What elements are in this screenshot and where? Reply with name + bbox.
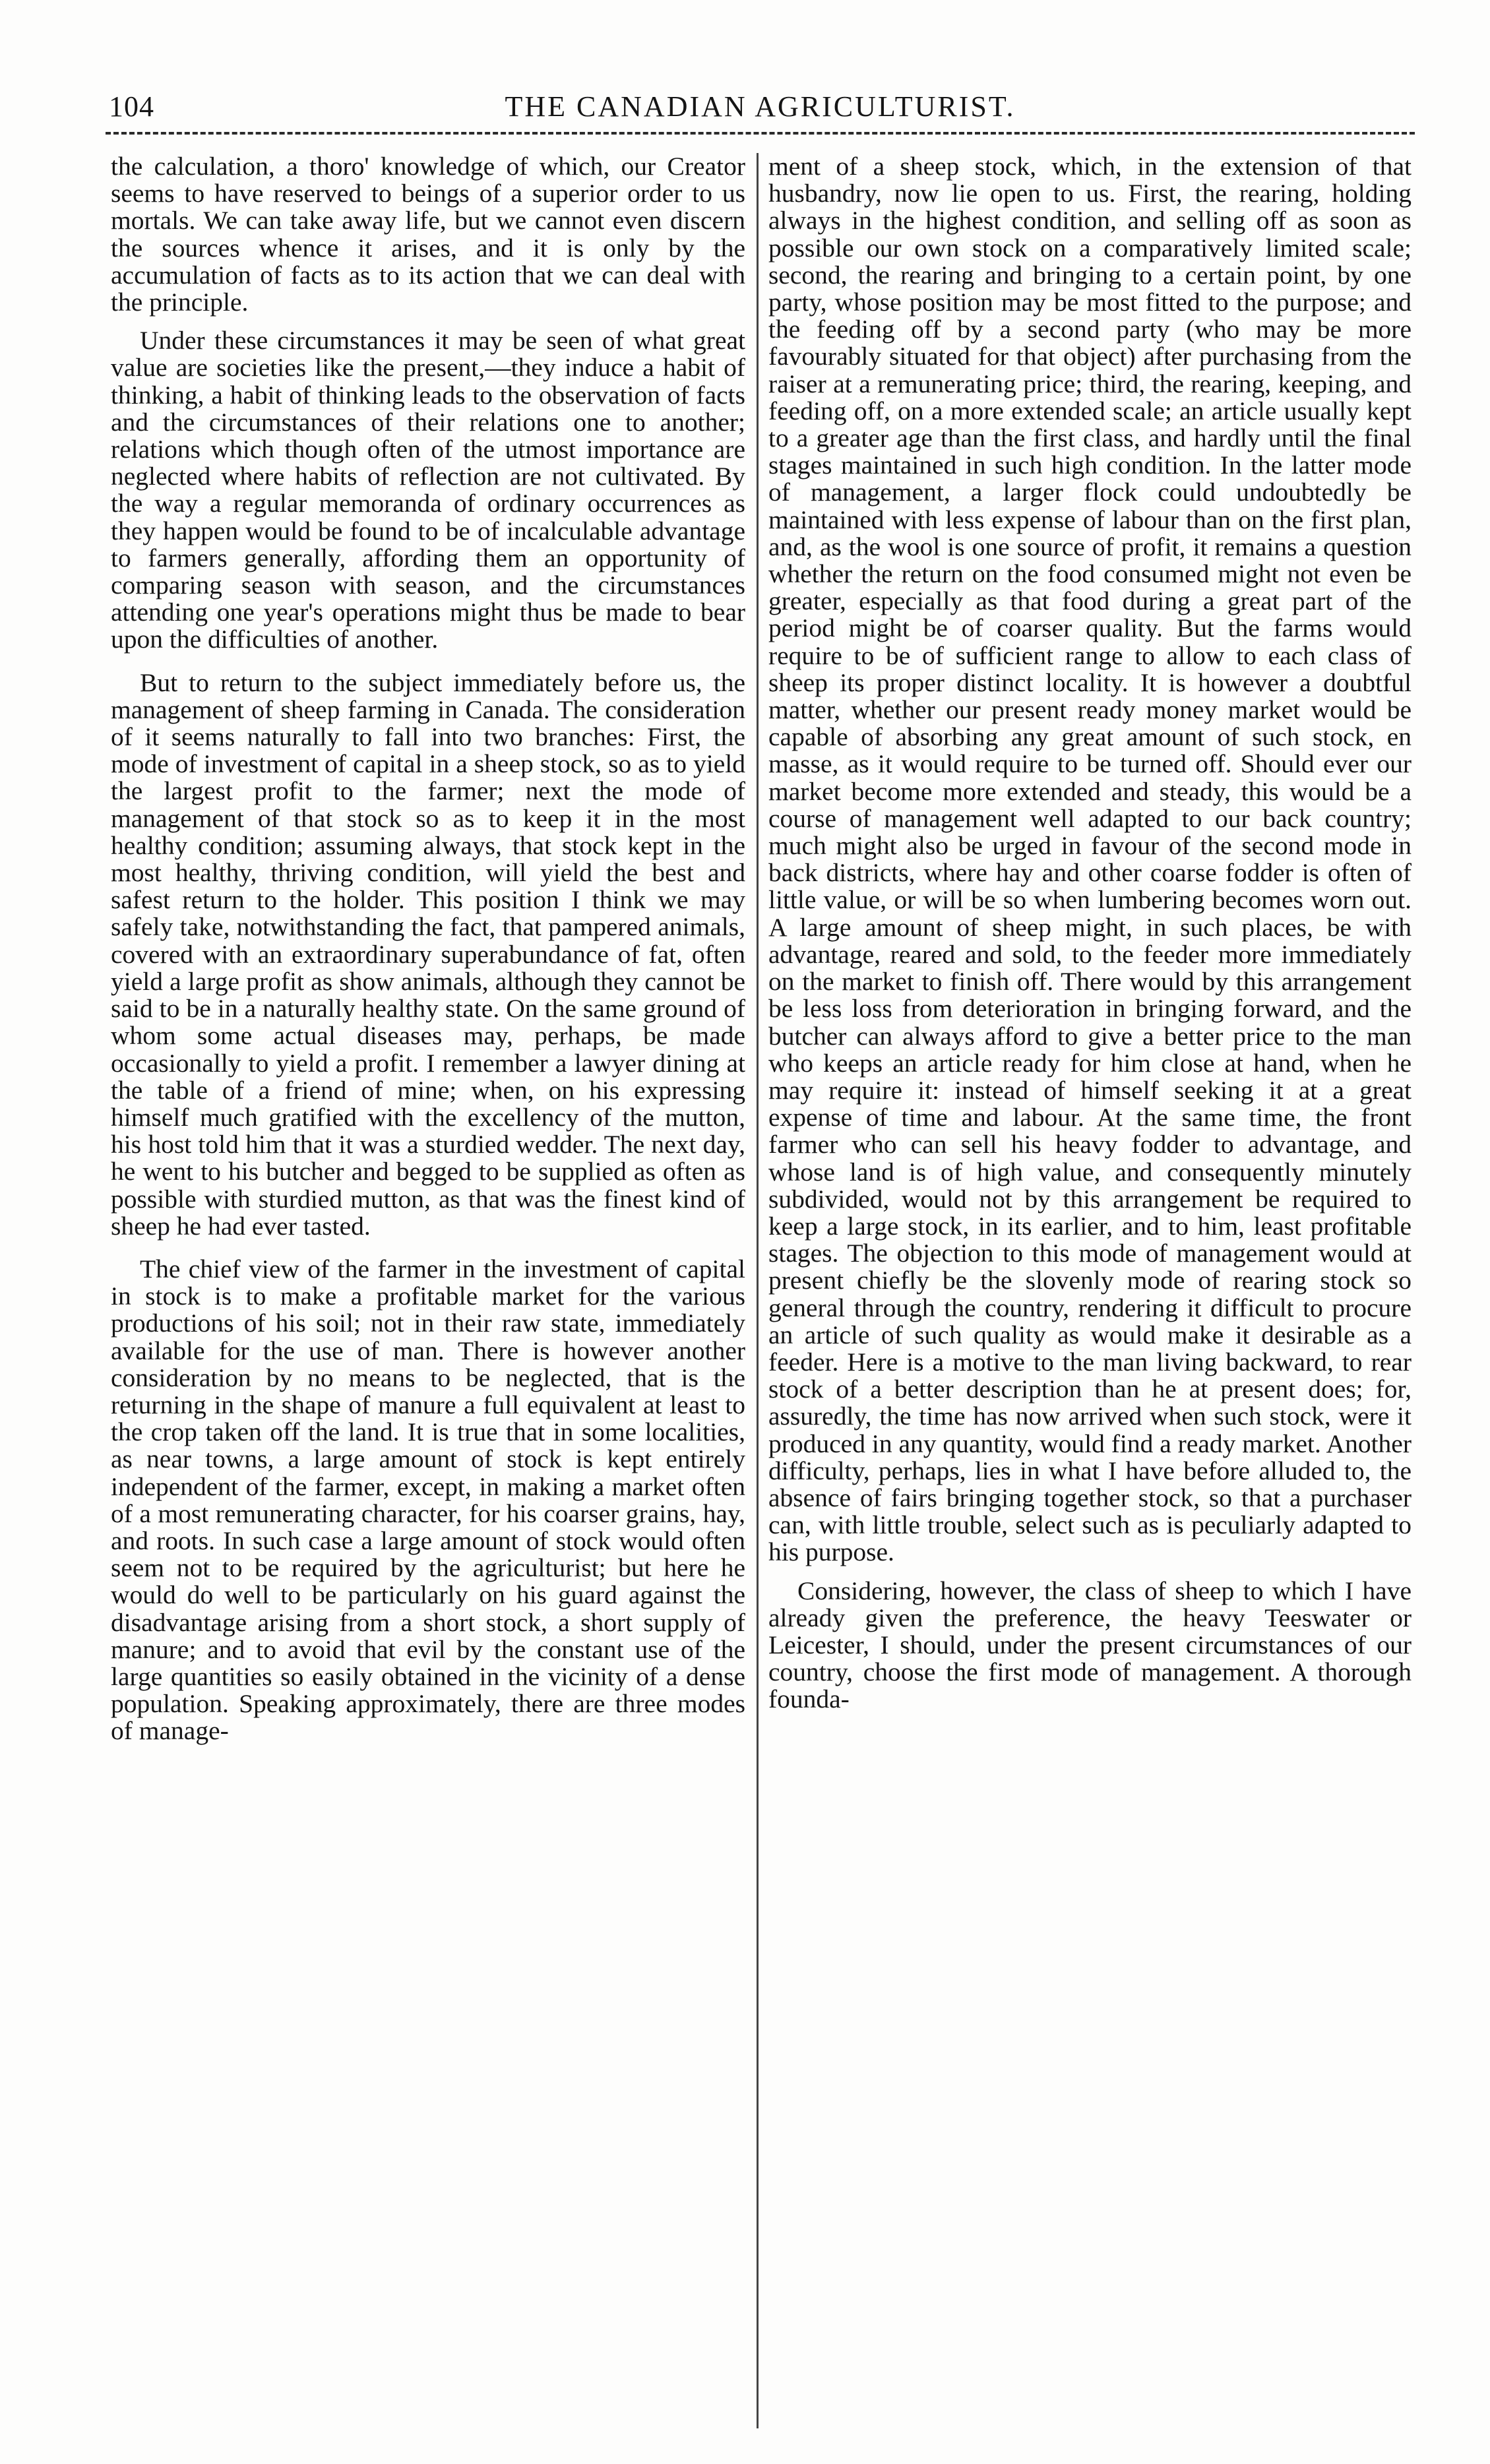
paragraph: the calculation, a thoro' knowledge of which, our Creator seems to have reserved to beings of a superior order to us mortals. We can take away life, but we cannot even discern the sources whence it arises, and it is only by the accumulation of facts as to its action that we can deal with the principle. — [111, 153, 745, 317]
running-title: THE CANADIAN AGRICULTURIST. — [505, 90, 1016, 123]
column-divider — [757, 153, 759, 2428]
paragraph: Considering, however, the class of sheep to which I have already given the preference, the heavy Teeswater or Leicester, I should, under the present circumstances of our country, choose the first mode of management. A thorough founda- — [768, 1576, 1412, 1714]
paragraph: The chief view of the farmer in the investment of capital in stock is to make a profitable market for the various productions of his soil; not in their raw state, immediately available for the use of man. There is however another consideration by no means to be neglected, that is the returning in the shape of manure a full equivalent at least to the crop taken off the land. It is true that in some localities, as near towns, a large amount of stock is kept entirely independent of the farmer, except, in making a market often of a most remunerating character, for his coarser grains, hay, and roots. In such case a large amount of stock would often seem not to be required by the agriculturist; but here he would do well to be particularly on his guard against the disadvantage arising from a short stock, a short supply of manure; and to avoid that evil by the constant use of the large quantities so easily obtained in the vicinity of a dense population. Speaking approximately, there are three modes of manage- — [111, 1254, 745, 1746]
left-column — [111, 153, 745, 2432]
page-number: 104 — [109, 90, 154, 123]
right-column — [768, 153, 1412, 2432]
paragraph: ment of a sheep stock, which, in the extension of that husbandry, now lie open to us. First, the rearing, holding always in the highest condition, and selling off as soon as possible our own stock on a comparatively limited scale; second, the rearing and bringing to a certain point, by one party, whose position may be most fitted to the purpose; and the feeding off by a second party (who may be more favourably situated for that object) after purchasing from the raiser at a remunerating price; third, the rearing, keeping, and feeding off, on a more extended scale; an article usually kept to a greater age than the first class, and hardly until the final stages maintained in such high condition. In the latter mode of management, a larger flock could undoubtedly be maintained with less expense of labour than on the first plan, and, as the wool is one source of profit, it remains a question whether the return on the food consumed might not even be greater, especially as that food during a great part of the period might be of coarser quality. But the farms would require to be of sufficient range to allow to each class of sheep its proper distinct locality. It is however a doubtful matter, whether our present ready money market would be capable of absorbing any great amount of such stock, en masse, as it would require to be turned off. Should ever our market become more extended and steady, this would be a course of management well adapted to our back country; much might also be urged in favour of the second mode in back districts, where hay and other coarse fodder is often of little value, or will be so when lumbering becomes worn out. A large amount of sheep might, in such places, be with advantage, reared and sold, to the feeder more immediately on the market to finish off. There would by this arrangement be less loss from deterioration in bringing forward, and the butcher can always afford to give a better price to the man who keeps an article ready for him close at hand, when he may require it: instead of himself seeking it at a great expense of time and labour. At the same time, the front farmer who can sell his heavy fodder to advantage, and whose land is of high value, and consequently minutely subdivided, would not by this arrangement be required to keep a large stock, in its earlier, and to him, least profitable stages. The objection to this mode of management would at present chiefly be the slovenly mode of rearing stock so general through the country, rendering it difficult to procure an article of such quality as would make it desirable as a feeder. Here is a motive to the man living backward, to rear stock of a better description than he at present does; for, assuredly, the time has now arrived when such stock, were it produced in any quantity, would find a ready market. Another difficulty, perhaps, lies in what I have before alluded to, the absence of fairs bringing together stock, so that a purchaser can, with little trouble, select such as is peculiarly adapted to his purpose. — [768, 153, 1412, 1567]
page-header — [109, 87, 1412, 127]
paragraph: But to return to the subject immediately before us, the management of sheep farming in Canada. The consideration of it seems naturally to fall into two branches: First, the mode of investment of capital in a sheep stock, so as to yield the largest profit to the farmer; next the mode of management of that stock so as to keep it in the most healthy condition; assuming always, that stock kept in the most healthy, thriving condition, will yield the best and safest return to the holder. This position I think we may safely take, notwithstanding the fact, that pampered animals, covered with an extraordinary superabundance of fat, often yield a large profit as show animals, although they cannot be said to be in a naturally healthy state. On the same ground of whom some actual diseases may, perhaps, be made occasionally to yield a profit. I remember a lawyer dining at the table of a friend of mine; when, on his expressing himself much gratified with the excellency of the mutton, his host told him that it was a sturdied wedder. The next day, he went to his butcher and begged to be supplied as often as possible with sturdied mutton, as that was the finest kind of sheep he had ever tasted. — [111, 667, 745, 1241]
paragraph: Under these circumstances it may be seen of what great value are societies like the present,—they induce a habit of thinking, a habit of thinking leads to the observation of facts and the circumstances of their relations one to another; relations which though often of the utmost importance are neglected where habits of reflection are not cultivated. By the way a regular memoranda of ordinary occurrences as they happen would be found to be of incalculable advantage to farmers generally, affording them an opportunity of comparing season with season, and the circumstances attending one year's operations might thus be made to bear upon the difficulties of another. — [111, 326, 745, 654]
header-rule — [106, 132, 1415, 135]
